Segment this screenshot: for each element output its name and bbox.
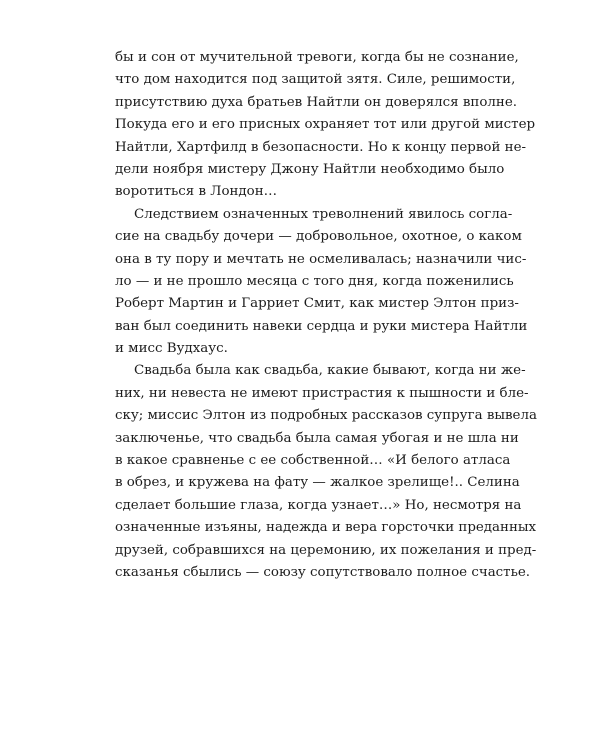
text-line: Найтли, Хартфилд в безопасности. Но к концу первой не- bbox=[115, 139, 527, 155]
text-line: Роберт Мартин и Гарриет Смит, как мистер Элтон приз- bbox=[115, 296, 519, 312]
text-line: ло — и не прошло месяца с того дня, когда поженились bbox=[115, 273, 514, 289]
text-line: дели ноября мистеру Джону Найтли необходимо было bbox=[115, 161, 505, 177]
text-line: сделает большие глаза, когда узнает…» Но, несмотря на bbox=[115, 497, 522, 513]
text-line: она в ту пору и мечтать не осмеливалась; назначили чис- bbox=[115, 251, 527, 267]
text-line: Следствием означенных треволнений явилось согла- bbox=[134, 206, 513, 222]
text-line: ван был соединить навеки сердца и руки мистера Найтли bbox=[115, 318, 528, 334]
text-line: сие на свадьбу дочери — добровольное, охотное, о каком bbox=[115, 229, 522, 245]
text-line: заключенье, что свадьба была самая убогая и не шла ни bbox=[115, 430, 519, 446]
text-line: них, ни невеста не имеют пристрастия к пышности и бле- bbox=[115, 385, 529, 401]
text-block bbox=[115, 47, 537, 584]
text-line: означенные изъяны, надежда и вера горсточки преданных bbox=[115, 520, 537, 536]
text-line: в обрез, и кружева на фату — жалкое зрелище!.. Селина bbox=[115, 475, 520, 491]
text-line: ску; миссис Элтон из подробных рассказов супруга вывела bbox=[115, 408, 537, 424]
text-line: воротиться в Лондон… bbox=[115, 184, 278, 200]
text-line: бы и сон от мучительной тревоги, когда бы не сознание, bbox=[115, 50, 519, 65]
text-line: Свадьба была как свадьба, какие бывают, когда ни же- bbox=[134, 363, 526, 379]
paragraph-3 bbox=[115, 360, 537, 584]
text-line: в какое сравненье с ее собственной… «И белого атласа bbox=[115, 453, 511, 469]
paragraph-2 bbox=[115, 204, 528, 361]
text-line: друзей, собравшихся на церемонию, их пожелания и пред- bbox=[115, 542, 537, 558]
text-line: Покуда его и его присных охраняет тот или другой мистер bbox=[115, 117, 536, 133]
text-line: присутствию духа братьев Найтли он доверялся вполне. bbox=[115, 94, 518, 110]
paragraph-1 bbox=[115, 47, 536, 204]
text-line: что дом находится под защитой зятя. Силе, решимости, bbox=[115, 72, 516, 88]
text-line: и мисс Вудхаус. bbox=[115, 341, 228, 357]
text-line: сказанья сбылись — союзу сопутствовало полное счастье. bbox=[115, 564, 531, 580]
